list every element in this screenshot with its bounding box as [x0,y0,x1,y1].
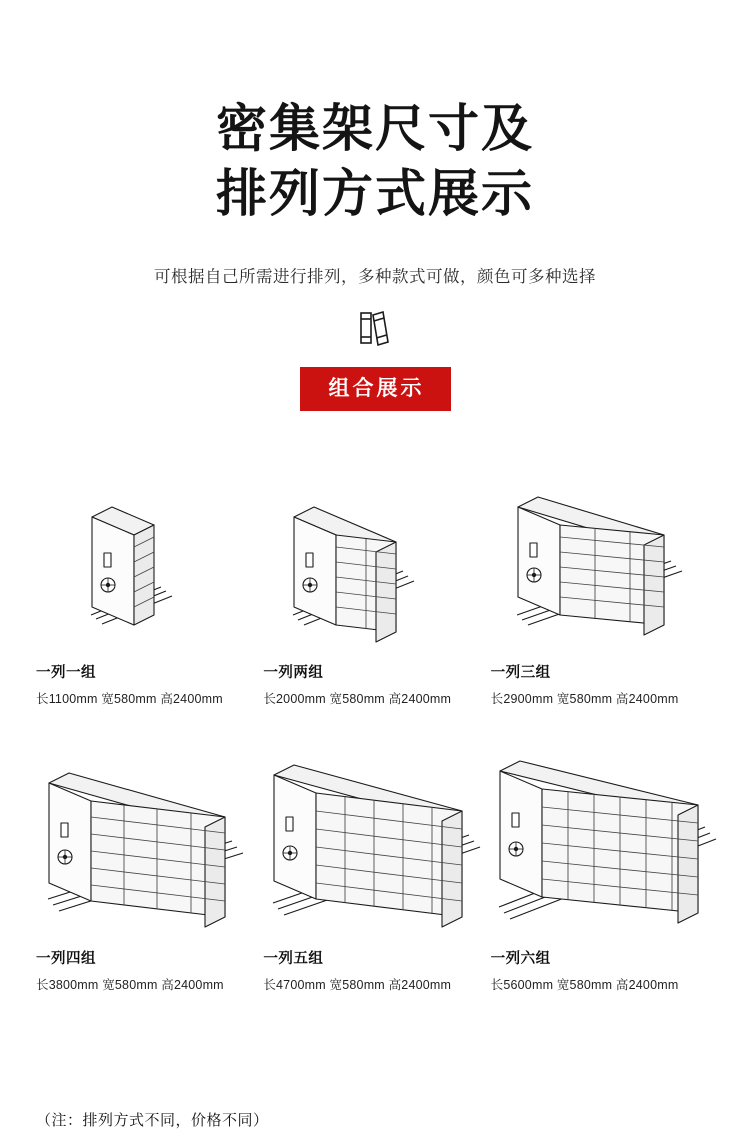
books-icon [355,309,395,347]
product-illustration-1 [36,455,259,655]
product-illustration-5 [263,741,486,941]
product-dims-3: 长2900mm 宽580mm 高2400mm [490,691,679,706]
product-name-5: 一列五组 [263,950,324,967]
badge-container [0,367,750,411]
product-name-3: 一列三组 [490,664,551,681]
product-item-5 [263,741,486,993]
product-item-3 [491,455,714,707]
product-item-4 [36,741,259,993]
product-illustration-3 [491,455,714,655]
product-dims-4: 长3800mm 宽580mm 高2400mm [36,977,224,992]
page-subtitle: 可根据自己所需进行排列，多种款式可做，颜色可多种选择 [154,267,596,286]
page-header [0,0,750,411]
product-name-1: 一列一组 [36,664,96,681]
product-item-2 [263,455,486,707]
footnote: （注：排列方式不同，价格不同） [36,1112,269,1129]
product-grid-row-1 [0,455,750,707]
product-name-2: 一列两组 [263,664,324,681]
page-title-line-2: 排列方式展示 [215,165,534,223]
page-title-line-1: 密集架尺寸及 [215,100,534,157]
product-illustration-6 [491,741,714,941]
product-name-6: 一列六组 [490,950,551,967]
product-dims-2: 长2000mm 宽580mm 高2400mm [263,691,452,706]
product-illustration-4 [36,741,259,941]
product-item-1 [36,455,259,707]
product-illustration-2 [263,455,486,655]
product-name-4: 一列四组 [36,950,96,967]
product-dims-5: 长4700mm 宽580mm 高2400mm [263,977,452,992]
product-item-6 [491,741,714,993]
combination-display-badge[interactable]: 组合展示 [300,367,451,411]
product-dims-1: 长1100mm 宽580mm 高2400mm [36,691,223,706]
product-grid-row-2 [0,741,750,993]
product-dims-6: 长5600mm 宽580mm 高2400mm [490,977,679,992]
